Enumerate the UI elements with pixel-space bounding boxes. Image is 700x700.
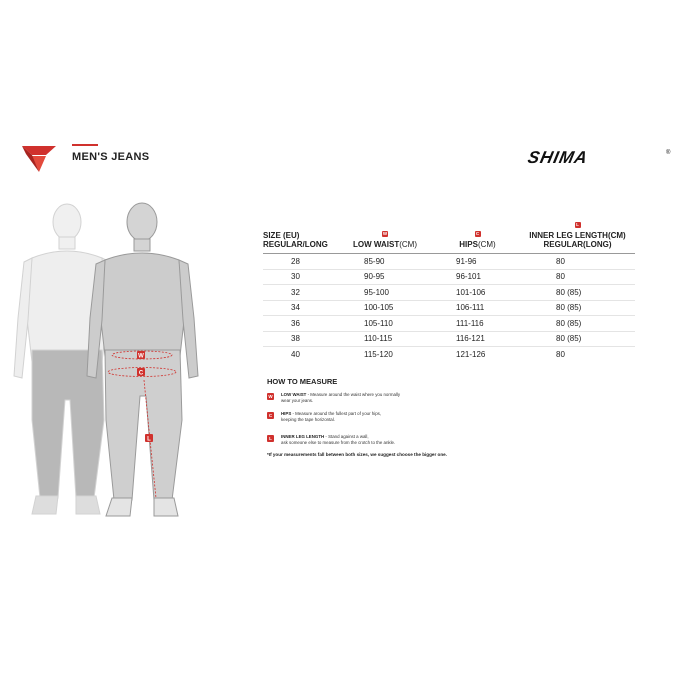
waist-marker-icon: W [382,231,388,236]
measure-item-hips: C HIPS - Measure around the fullest part of your hips, keeping the tape horizontal. [268,411,382,422]
table-row: 38 110-115 116-121 80 (85) [263,331,635,347]
front-figure [87,203,198,516]
waist-badge-icon: W [268,394,273,399]
registered-mark: ® [666,150,671,156]
table-header-row [263,222,635,254]
table-row: 36 105-110 111-116 80 (85) [263,316,635,332]
footnote: *If your measurements fall between both sizes, we suggest choose the bigger one. [267,452,447,457]
figure-marker-c [137,368,145,377]
hips-badge-icon: C [268,413,273,418]
table-row: 30 90-95 96-101 80 [263,269,635,285]
leg-badge-icon: L [267,435,274,442]
size-table [263,222,635,362]
figure-marker-w [137,351,145,360]
leg-marker-icon: L [576,222,579,227]
page-title: MEN'S JEANS [72,151,150,163]
header-inner-leg: L INNER LEG LENGTH(CM) REGULAR(LONG) [520,222,635,254]
how-to-measure-title: HOW TO MEASURE [267,377,338,386]
title-accent-line [72,144,98,146]
model-figures-illustration [10,200,245,530]
svg-text:L: L [147,436,151,443]
table-row: 32 95-100 101-106 80 (85) [263,285,635,301]
brand-logo-icon [22,146,56,172]
back-figure [14,204,120,514]
hips-marker-icon: C [475,231,480,236]
measure-item-waist: W LOW WAIST - Measure around the waist where you normally wear your jeans. [268,392,401,403]
table-row: 34 100-105 106-111 80 (85) [263,300,635,316]
table-row: 28 85-90 91-96 80 [263,254,635,270]
brand-wordmark: SHIMA [526,148,590,167]
header-size: SIZE (EU) REGULAR/LONG [263,222,335,254]
table-row: 40 115-120 121-126 80 [291,349,565,359]
header-low-waist: W LOW WAIST(CM) [335,222,435,254]
measure-item-inner-leg: L INNER LEG LENGTH - Stand against a wall, ask someone else to measure from the crotch to the ankle. [267,434,477,445]
header-hips: C HIPS(CM) [435,222,520,254]
figure-marker-l [145,434,153,443]
svg-text:C: C [138,370,144,377]
svg-text:W: W [138,353,144,360]
